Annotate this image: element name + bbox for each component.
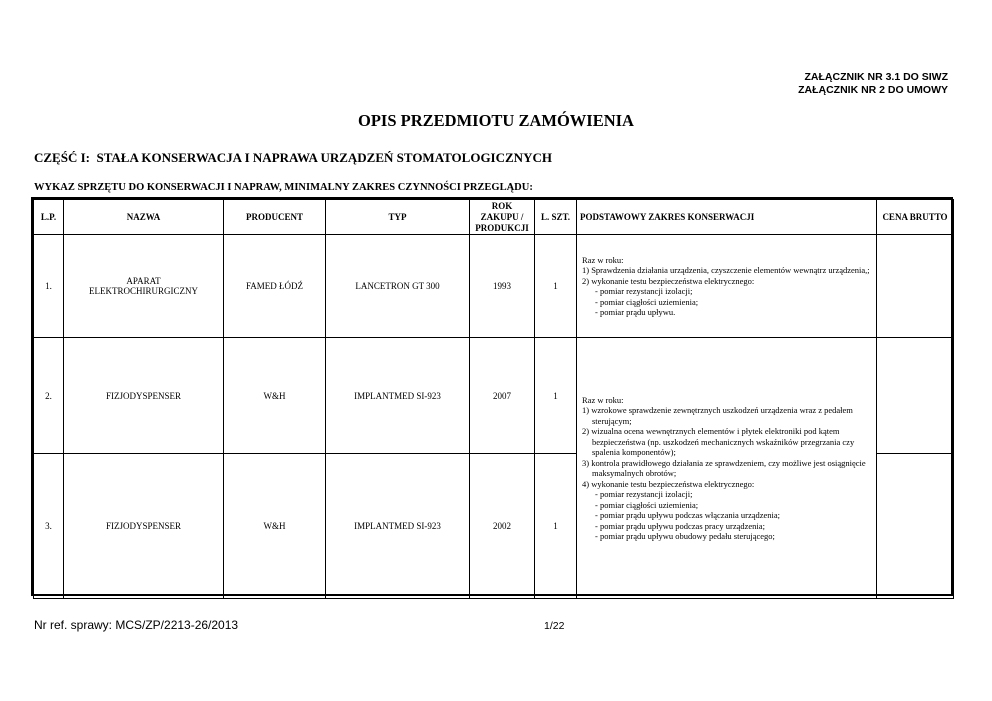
zakres-item: 1) wzrokowe sprawdzenie zewnętrznych uszkodzeń urządzenia wraz z pedałem sterującym; <box>582 405 853 426</box>
cell-lp: 2. <box>34 338 64 454</box>
cell-producent: W&H <box>224 338 326 454</box>
cell-nazwa: FIZJODYSPENSER <box>64 338 224 454</box>
zakres-sub-item: - pomiar prądu upływu obudowy pedału sterującego; <box>595 531 775 541</box>
cell-nazwa-line-2: ELEKTROCHIRURGICZNY <box>89 286 198 296</box>
zakres-sub-item: - pomiar prądu upływu podczas włączania urządzenia; <box>595 510 781 520</box>
equipment-table-frame <box>31 197 953 596</box>
cell-cena <box>877 338 954 454</box>
col-header-typ: TYP <box>326 200 470 235</box>
cell-rok: 1993 <box>470 235 535 338</box>
zakres-sub-item: - pomiar ciągłości uziemienia; <box>595 499 699 510</box>
attachment-line-1: ZAŁĄCZNIK NR 3.1 DO SIWZ <box>804 71 948 83</box>
equipment-table <box>33 199 954 599</box>
cell-cena <box>877 454 954 599</box>
col-header-rok-line-2: ZAKUPU / <box>480 211 524 222</box>
cell-lp: 3. <box>34 454 64 599</box>
cell-producent: W&H <box>224 454 326 599</box>
table-row <box>34 235 954 338</box>
zakres-sub-item: - pomiar prądu upływu podczas pracy urządzenia; <box>595 520 765 531</box>
col-header-cena: CENA BRUTTO <box>877 200 954 235</box>
cell-producent: FAMED ŁÓDŹ <box>224 235 326 338</box>
zakres-item: 4) wykonanie testu bezpieczeństwa elektrycznego: <box>582 478 755 489</box>
col-header-zakres: PODSTAWOWY ZAKRES KONSERWACJI <box>577 200 877 235</box>
case-reference: Nr ref. sprawy: MCS/ZP/2213-26/2013 <box>34 618 239 632</box>
cell-nazwa-line-1: APARAT <box>126 276 161 286</box>
zakres-sub-item: - pomiar prądu upływu. <box>595 307 676 317</box>
cell-zakres-shared <box>577 338 877 599</box>
part-heading: CZĘŚĆ I: STAŁA KONSERWACJA I NAPRAWA URZĄDZEŃ STOMATOLOGICZNYCH <box>34 150 552 165</box>
table-row <box>34 338 954 454</box>
cell-lszt: 1 <box>535 338 577 454</box>
zakres-item: 2) wizualna ocena wewnętrznych elementów i płytek elektroniki pod kątem bezpieczeństwa (np. uszkodzeń mechanicznych wskaźników przegrzania czy spalenia komponentów); <box>582 426 855 457</box>
zakres-intro: Raz w roku: <box>582 394 624 405</box>
cell-lszt: 1 <box>535 454 577 599</box>
zakres-sub-item: - pomiar rezystancji izolacji; <box>595 286 693 296</box>
cell-typ: IMPLANTMED SI-923 <box>326 338 470 454</box>
table-header-row <box>34 200 954 235</box>
zakres-intro: Raz w roku: <box>582 254 624 265</box>
attachment-header <box>798 71 948 97</box>
zakres-sub-item: - pomiar rezystancji izolacji; <box>595 489 693 499</box>
zakres-item: 3) kontrola prawidłowego działania ze sprawdzeniem, czy możliwe jest osiągnięcie maksymalnych obrotów; <box>582 457 866 478</box>
cell-nazwa <box>64 235 224 338</box>
col-header-rok-line-1: ROK <box>491 200 513 211</box>
page-title: OPIS PRZEDMIOTU ZAMÓWIENIA <box>358 111 634 130</box>
zakres-item: 2) wykonanie testu bezpieczeństwa elektrycznego: <box>582 275 755 286</box>
col-header-nazwa: NAZWA <box>64 200 224 235</box>
list-heading: WYKAZ SPRZĘTU DO KONSERWACJI I NAPRAW, MINIMALNY ZAKRES CZYNNOŚCI PRZEGLĄDU: <box>34 182 533 193</box>
cell-zakres <box>577 235 877 338</box>
col-header-producent: PRODUCENT <box>224 200 326 235</box>
cell-rok: 2002 <box>470 454 535 599</box>
col-header-rok-line-3: PRODUKCJI <box>475 222 529 233</box>
col-header-lszt: L. SZT. <box>535 200 577 235</box>
cell-typ: LANCETRON GT 300 <box>326 235 470 338</box>
zakres-sub-item: - pomiar ciągłości uziemienia; <box>595 296 699 307</box>
zakres-item: 1) Sprawdzenia działania urządzenia, czyszczenie elementów wewnątrz urządzenia,; <box>582 265 870 275</box>
attachment-line-2: ZAŁĄCZNIK NR 2 DO UMOWY <box>798 84 948 96</box>
cell-typ: IMPLANTMED SI-923 <box>326 454 470 599</box>
col-header-rok <box>470 200 535 235</box>
col-header-lp: L.P. <box>34 200 64 235</box>
cell-rok: 2007 <box>470 338 535 454</box>
cell-lp: 1. <box>34 235 64 338</box>
cell-lszt: 1 <box>535 235 577 338</box>
cell-cena <box>877 235 954 338</box>
page-number: 1/22 <box>544 620 565 632</box>
cell-nazwa: FIZJODYSPENSER <box>64 454 224 599</box>
